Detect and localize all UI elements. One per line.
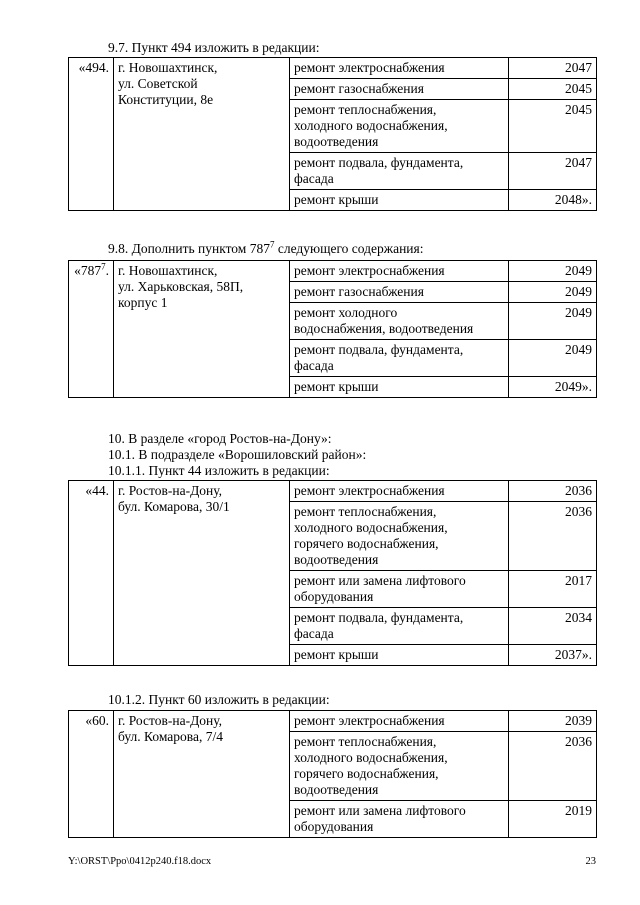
year-cell: 2048». [509,190,597,211]
work-type-cell: ремонт теплоснабжения, холодного водоснабжения, горячего водоснабжения, водоотведения [290,732,509,801]
year-cell: 2047 [509,58,597,79]
paragraph-9-8 [108,241,424,257]
work-type-cell: ремонт электроснабжения [290,711,509,732]
work-type-cell: ремонт подвала, фундамента, фасада [290,608,509,645]
paragraph-10-1-2: 10.1.2. Пункт 60 изложить в редакции: [108,692,330,707]
year-cell: 2049 [509,282,597,303]
work-type-cell: ремонт крыши [290,645,509,666]
work-type-cell: ремонт или замена лифтового оборудования [290,801,509,838]
table-row [69,711,597,732]
item-number: «44. [69,481,114,666]
work-type-cell: ремонт крыши [290,377,509,398]
table-row [69,261,597,282]
table-item-44 [68,480,597,666]
year-cell: 2036 [509,732,597,801]
table-item-60 [68,710,597,838]
paragraph-9-8-superscript: 7 [269,239,275,250]
item-number: «494. [69,58,114,211]
year-cell: 2049 [509,261,597,282]
work-type-cell: ремонт подвала, фундамента, фасада [290,340,509,377]
year-cell: 2049 [509,303,597,340]
year-cell: 2019 [509,801,597,838]
paragraph-9-8-text: 9.8. Дополнить пунктом 787 [108,241,270,256]
paragraph-10: 10. В разделе «город Ростов-на-Дону»: [108,431,332,446]
year-cell: 2036 [509,481,597,502]
table-row [69,58,597,79]
footer-page-number: 23 [585,856,596,867]
item-number: «60. [69,711,114,838]
year-cell: 2039 [509,711,597,732]
work-type-cell: ремонт подвала, фундамента, фасада [290,153,509,190]
table-item-494 [68,57,597,211]
address-cell: г. Ростов-на-Дону, бул. Комарова, 30/1 [114,481,290,666]
year-cell: 2034 [509,608,597,645]
address-cell: г. Новошахтинск, ул. Харьковская, 58П, корпус 1 [114,261,290,398]
paragraph-9-7: 9.7. Пункт 494 изложить в редакции: [108,40,320,55]
work-type-cell: ремонт холодного водоснабжения, водоотведения [290,303,509,340]
year-cell: 2049». [509,377,597,398]
work-type-cell: ремонт электроснабжения [290,481,509,502]
work-type-cell: ремонт или замена лифтового оборудования [290,571,509,608]
footer-file-path: Y:\ORST\Ppo\0412p240.f18.docx [68,856,212,867]
item-number: «$787^7$. [69,261,114,398]
address-cell: г. Ростов-на-Дону, бул. Комарова, 7/4 [114,711,290,838]
year-cell: 2047 [509,153,597,190]
year-cell: 2045 [509,100,597,153]
year-cell: 2037». [509,645,597,666]
work-type-cell: ремонт крыши [290,190,509,211]
table-row [69,481,597,502]
year-cell: 2036 [509,502,597,571]
year-cell: 2017 [509,571,597,608]
work-type-cell: ремонт теплоснабжения, холодного водоснабжения, горячего водоснабжения, водоотведения [290,502,509,571]
work-type-cell: ремонт газоснабжения [290,282,509,303]
address-cell: г. Новошахтинск, ул. Советской Конституции, 8е [114,58,290,211]
paragraph-10-1-1: 10.1.1. Пункт 44 изложить в редакции: [108,463,330,478]
work-type-cell: ремонт газоснабжения [290,79,509,100]
work-type-cell: ремонт электроснабжения [290,58,509,79]
paragraph-9-8-text-tail: следующего содержания: [274,241,424,256]
paragraph-10-1: 10.1. В подразделе «Ворошиловский район»: [108,447,367,462]
work-type-cell: ремонт теплоснабжения, холодного водоснабжения, водоотведения [290,100,509,153]
table-item-787-7 [68,260,597,398]
year-cell: 2045 [509,79,597,100]
work-type-cell: ремонт электроснабжения [290,261,509,282]
year-cell: 2049 [509,340,597,377]
